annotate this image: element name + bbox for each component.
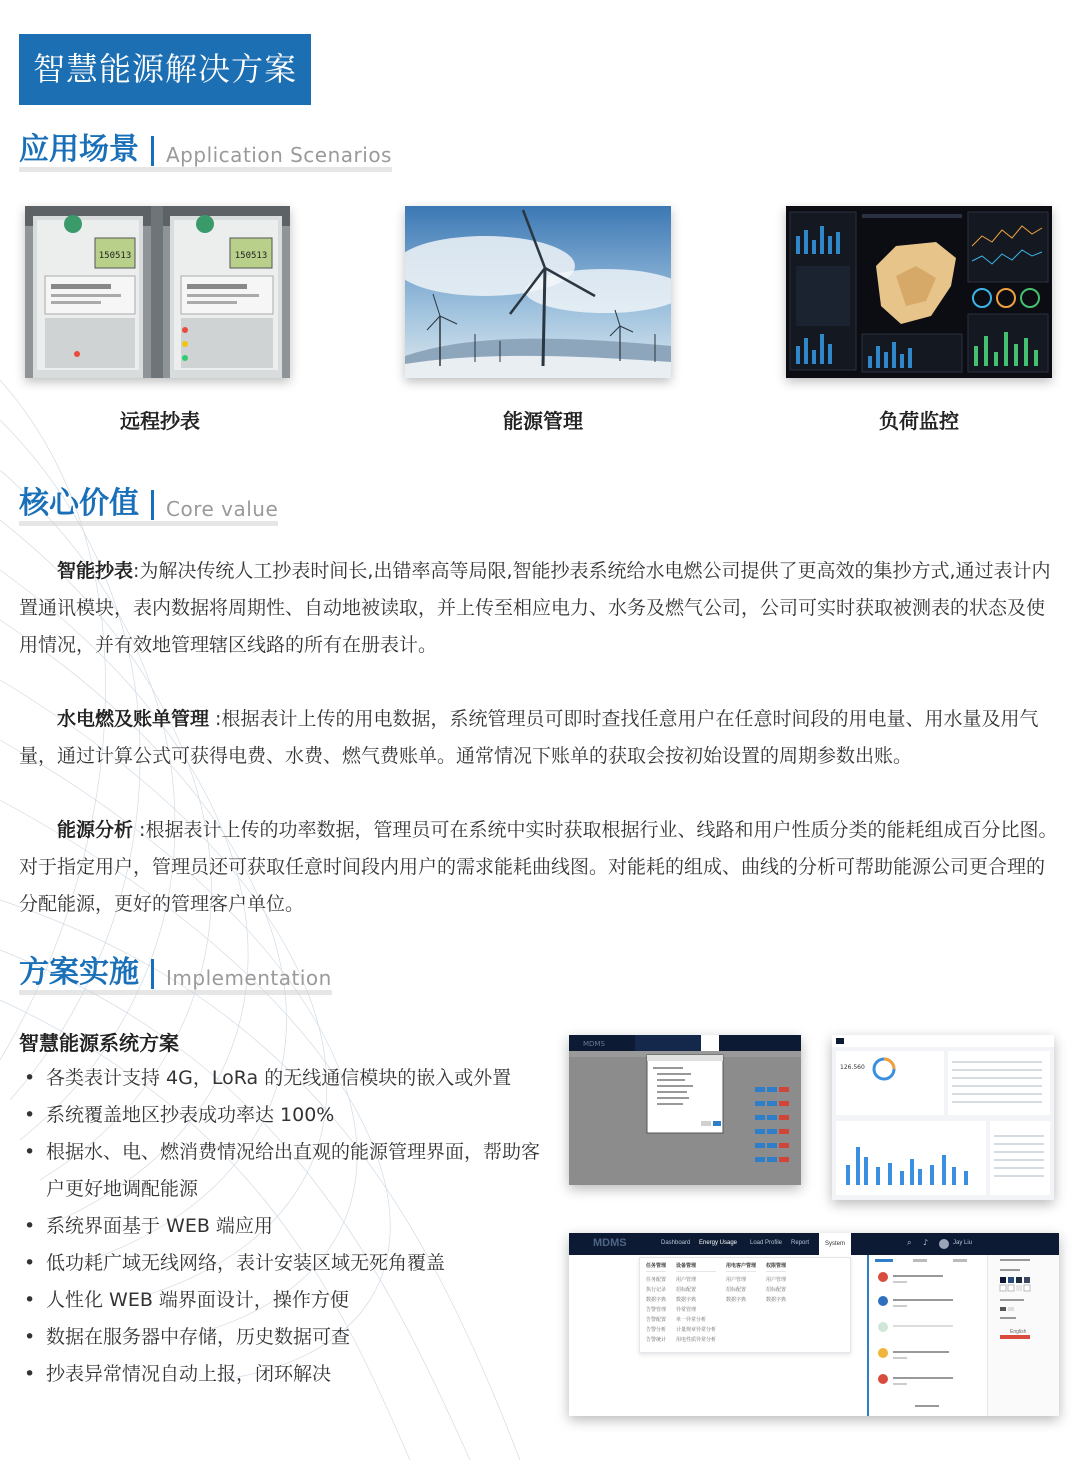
core-term: 水电燃及账单管理 (57, 708, 210, 730)
section-heading-impl (19, 953, 332, 993)
caption-remote-reading: 远程抄表 (120, 409, 200, 433)
system-menu-panel (639, 1257, 851, 1353)
menu-item[interactable]: 招标配置 (676, 1287, 697, 1293)
menu-item[interactable]: 用电性质异常分析 (676, 1337, 717, 1343)
menu-item[interactable]: 执行记录 (646, 1287, 667, 1293)
menu-item[interactable]: 告警统计 (646, 1337, 667, 1343)
bullet-item: • 人性化 WEB 端界面设计，操作方便 (22, 1282, 542, 1319)
core-term: 智能抄表 (57, 560, 134, 582)
nav-report[interactable]: Report (791, 1240, 810, 1246)
dashboard-screenshot (832, 1035, 1054, 1200)
caption-energy-management: 能源管理 (503, 409, 583, 433)
core-text: :根据表计上传的功率数据，管理员可在系统中实时获取根据行业、线路和用户性质分类的能耗组成百分比图。对于指定用户，管理员还可获取任意时间段内用户的需求能耗曲线图。对能耗的组成、曲线的分析可帮助能源公司更合理的分配能源，更好的管理客户单位。 (19, 819, 1058, 915)
system-screenshot-dialog (569, 1035, 801, 1185)
menu-item[interactable]: 数据字典 (646, 1297, 667, 1303)
section-divider (151, 490, 154, 520)
section-title-cn: 方案实施 (19, 955, 139, 990)
menu-item[interactable]: 招标配置 (766, 1287, 787, 1293)
menu-item[interactable]: 用户管理 (726, 1277, 747, 1283)
bullet-item: • 系统界面基于 WEB 端应用 (22, 1208, 542, 1245)
nav-dashboard[interactable]: Dashboard (661, 1240, 691, 1246)
section-title-en: Application Scenarios (166, 143, 392, 167)
menu-item[interactable]: 计量规章异常分析 (676, 1327, 717, 1333)
mdms-logo: MDMS (593, 1237, 627, 1249)
menu-item[interactable]: 数据字典 (676, 1297, 697, 1303)
avatar[interactable] (939, 1239, 949, 1249)
caption-load-monitoring: 负荷监控 (879, 409, 959, 433)
core-paragraph-energy-analysis (19, 812, 1059, 923)
notification-panel (867, 1255, 987, 1416)
section-title-en: Implementation (166, 966, 332, 990)
core-paragraph-billing (19, 701, 1059, 775)
menu-item[interactable]: 数据字典 (766, 1297, 787, 1303)
menu-column (646, 1262, 666, 1345)
core-paragraph-smart-reading (19, 553, 1059, 664)
menu-item[interactable]: 数据字典 (726, 1297, 747, 1303)
menu-item[interactable]: 用户管理 (766, 1277, 787, 1283)
menu-item[interactable]: 异常管理 (676, 1307, 697, 1313)
menu-item[interactable]: 招标配置 (726, 1287, 747, 1293)
section-divider (151, 136, 154, 166)
section-title-en: Core value (166, 497, 279, 521)
bullet-item: • 数据在服务器中存储，历史数据可查 (22, 1319, 542, 1356)
bullet-item: • 抄表异常情况自动上报，闭环解决 (22, 1356, 542, 1393)
nav-load-profile[interactable]: Load Profile (750, 1240, 783, 1246)
section-divider (151, 959, 154, 989)
menu-column (726, 1262, 756, 1345)
menu-column-head: 用电客户管理 (726, 1262, 756, 1272)
meter-photo (25, 206, 290, 378)
menu-column-head: 权限管理 (766, 1262, 786, 1272)
nav-system[interactable]: System (819, 1233, 851, 1255)
menu-item[interactable]: 告警分析 (646, 1327, 667, 1333)
wind-turbine-photo (405, 206, 671, 378)
bullet-item: • 各类表计支持 4G，LoRa 的无线通信模块的嵌入或外置 (22, 1060, 542, 1097)
menu-item[interactable]: 告警配置 (646, 1317, 667, 1323)
core-text: :为解决传统人工抄表时间长,出错率高等局限,智能抄表系统给水电燃公司提供了更高效的集抄方式,通过表计内置通讯模块，表内数据将周期性、自动地被读取，并上传至相应电力、水务及燃气公司，公司可实时获取被测表的状态及使用情况，并有效地管理辖区线路的所有在册表计。 (19, 560, 1051, 656)
core-term: 能源分析 (57, 819, 134, 841)
bullet-item: • 系统覆盖地区抄表成功率达 100% (22, 1097, 542, 1134)
section-heading-core (19, 484, 278, 524)
settings-panel (987, 1255, 1059, 1416)
menu-column-head: 任务管理 (646, 1262, 666, 1272)
mdms-logo-text: MDMS (583, 1040, 605, 1048)
kpi-value: 126.560 (840, 1064, 865, 1071)
nav-energy-usage[interactable]: Energy Usage (699, 1240, 738, 1246)
bullet-item: • 根据水、电、燃消费情况给出直观的能源管理界面，帮助客户更好地调配能源 (22, 1134, 542, 1208)
menu-column (766, 1262, 786, 1345)
dashboard-photo (786, 206, 1052, 378)
app-navbar (569, 1233, 1059, 1255)
menu-column-head: 设备管理 (676, 1262, 716, 1272)
search-icon[interactable]: ⌕ (907, 1238, 912, 1247)
user-name: Jay Liu (953, 1240, 973, 1246)
menu-item[interactable]: 告警管理 (646, 1307, 667, 1313)
menu-item[interactable]: 单一异常分析 (676, 1317, 707, 1323)
meter-display-2: 150513 (234, 251, 268, 261)
meter-display-1: 150513 (98, 251, 132, 261)
implementation-title: 智慧能源系统方案 (19, 1031, 179, 1055)
section-heading-scenarios (19, 130, 392, 170)
title-banner (19, 34, 311, 105)
menu-item[interactable]: 用户管理 (676, 1277, 697, 1283)
section-title-cn: 应用场景 (19, 132, 139, 167)
banner-title: 智慧能源解决方案 (32, 50, 297, 88)
menu-column (676, 1262, 716, 1345)
section-title-cn: 核心价值 (19, 486, 139, 521)
language-option[interactable]: English (1010, 1329, 1027, 1335)
bell-icon[interactable]: ♪ (923, 1238, 929, 1247)
implementation-bullet-list (22, 1060, 542, 1393)
system-menu-screenshot (569, 1233, 1059, 1416)
bullet-item: • 低功耗广域无线网络，表计安装区域无死角覆盖 (22, 1245, 542, 1282)
core-text: :根据表计上传的用电数据，系统管理员可即时查找任意用户在任意时间段的用电量、用水量及用气量，通过计算公式可获得电费、水费、燃气费账单。通常情况下账单的获取会按初始设置的周期参数出账。 (19, 708, 1039, 767)
menu-item[interactable]: 任务配置 (646, 1277, 667, 1283)
